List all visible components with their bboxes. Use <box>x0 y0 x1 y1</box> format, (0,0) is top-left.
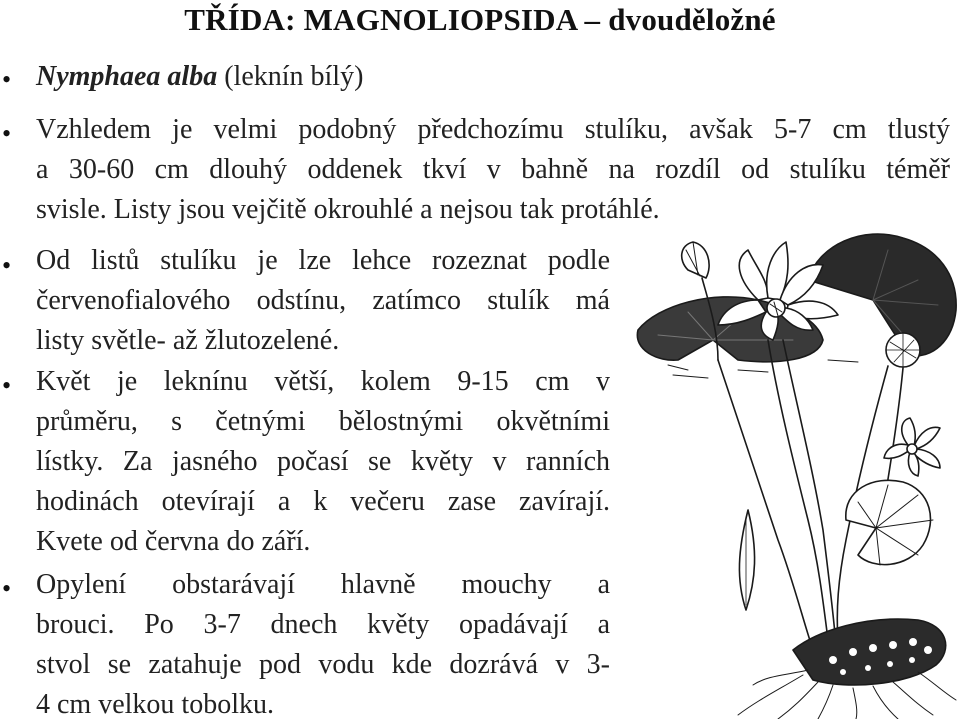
paragraph-line: průměru, s četnými bělostnými okvětními <box>36 406 610 437</box>
paragraph-pollination <box>36 565 610 725</box>
paragraph-flower <box>36 362 610 562</box>
page-title: TŘÍDA: MAGNOLIOPSIDA – dvouděložné <box>184 2 776 37</box>
bullet-glyph: • <box>2 371 12 400</box>
paragraph-leaves <box>36 241 610 361</box>
paragraph-line: stvol se zatahuje pod vodu kde dozrává v 3- <box>36 649 610 680</box>
paragraph-line: Kvete od června do září. <box>36 526 311 557</box>
bullet-glyph: • <box>2 119 12 148</box>
water-lily-plant-drawing-icon <box>618 220 960 719</box>
bullet-glyph: • <box>2 65 12 94</box>
paragraph-line: listy světle- až žlutozelené. <box>36 325 340 356</box>
paragraph-line: svisle. Listy jsou vejčitě okrouhlé a nejsou tak protáhlé. <box>36 194 660 225</box>
paragraph-line: lístky. Za jasného počasí se květy v ranních <box>36 446 610 477</box>
paragraph-line: Opylení obstarávají hlavně mouchy a <box>36 569 610 600</box>
species-latin-name: Nymphaea alba <box>36 61 218 92</box>
paragraph-line: Květ je leknínu větší, kolem 9-15 cm v <box>36 366 610 397</box>
paragraph-line: brouci. Po 3-7 dnech květy opadávají a <box>36 609 610 640</box>
paragraph-line: Od listů stulíku je lze lehce rozeznat podle <box>36 245 610 276</box>
bullet-glyph: • <box>2 251 12 280</box>
species-line <box>36 57 596 97</box>
species-common-name: (leknín bílý) <box>224 61 364 92</box>
paragraph-line: a 30-60 cm dlouhý oddenek tkví v bahně na rozdíl od stulíku téměř <box>36 154 950 185</box>
paragraph-line: 4 cm velkou tobolku. <box>36 689 274 720</box>
paragraph-line: Vzhledem je velmi podobný předchozímu stulíku, avšak 5-7 cm tlustý <box>36 114 950 145</box>
bullet-glyph: • <box>2 574 12 603</box>
paragraph-rhizome <box>36 110 950 230</box>
paragraph-line: červenofialového odstínu, zatímco stulík má <box>36 285 610 316</box>
paragraph-line: hodinách otevírají a k večeru zase zavírají. <box>36 486 610 517</box>
